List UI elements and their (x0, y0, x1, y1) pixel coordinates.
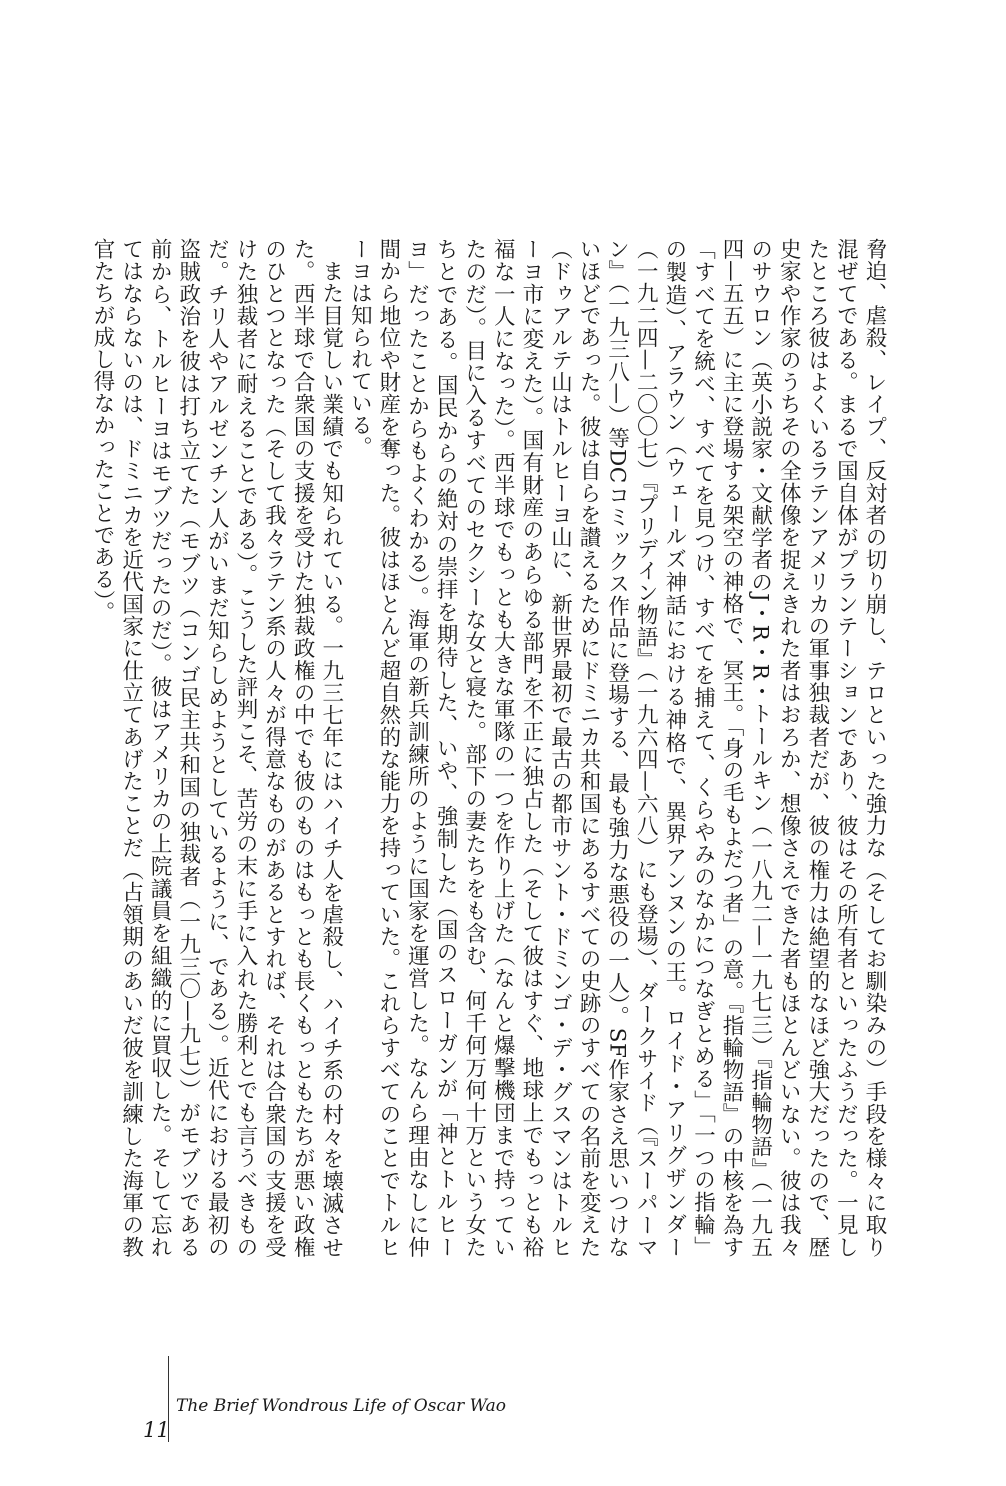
paragraph-1: 脅迫、虐殺、レイプ、反対者の切り崩し、テロといった強力な（そしてお馴染みの）手段を様々に取り混ぜてである。まるで国自体がプランテーションであり、彼はその所有者といったふうだった。一見したところ彼はよくいるラテンアメリカの軍事独裁者だが、彼の権力は絶望的なほど強大だったので、歴史家や作家のうちその全体像を捉えきれた者はおろか、想像さえできた者もほとんどいない。彼は我々のサウロン（英小説家・文献学者のJ・R・R・トールキン（一八九二—一九七三）『指輪物語』（一九五四—五五）に主に登場する架空の神格で、冥王。「身の毛もよだつ者」の意。『指輪物語』の中核を為す「すべてを統べ、すべてを見つけ、すべてを捕えて、くらやみのなかにつなぎとめる」「一つの指輪」の製造）、アラウン（ウェールズ神話における神格で、異界アンヌンの王。ロイド・アリグザンダー（一九二四—二〇〇七）『プリデイン物語』（一九六四—六八）にも登場）、ダークサイド（『スーパーマン』（一九三八—）等DCコミックス作品に登場する、最も強力な悪役の一人）。SF作家さえ思いつけないほどであった。彼は自らを讃えるためにドミニカ共和国にあるすべての史跡のすべての名前を変えた（ドゥアルテ山はトルヒーヨ山に、新世界最初で最古の都市サント・ドミンゴ・デ・グスマンはトルヒーヨ市に変えた）。国有財産のあらゆる部門を不正に独占した（そして彼はすぐ、地球上でもっとも裕福な一人になった）。西半球でもっとも大きな軍隊の一つを作り上げた（なんと爆撃機団まで持っていたのだ）。目に入るすべてのセクシーな女と寝た。部下の妻たちをも含む、何千何万何十万という女たちとである。国民からの絶対の崇拝を期待した、いや、強制した（国のスローガンが「神とトルヒーヨ」だったことからもよくわかる）。海軍の新兵訓練所のように国家を運営した。なんら理由なしに仲間から地位や財産を奪った。彼はほとんど超自然的な能力を持っていた。これらすべてのことでトルヒーヨは知られている。 (347, 238, 887, 1259)
page-number: 11 (143, 1418, 170, 1442)
running-title: The Brief Wondrous Life of Oscar Wao (176, 1396, 507, 1416)
paragraph-2: また目覚しい業績でも知られている。一九三七年にはハイチ人を虐殺し、ハイチ系の村々を壊滅させた。西半球で合衆国の支援を受けた独裁政権の中でも彼のものはもっとも長くもっともたちが悪い政権のひとつとなった（そして我々ラテン系の人々が得意なものがあるとすれば、それは合衆国の支援を受けた独裁者に耐えることである）。こうした評判こそ、苦労の末に手に入れた勝利とでも言うべきものだ。チリ人やアルゼンチン人がいまだ知らしめようとしているように、である）。近代における最初の盗賊政治を彼は打ち立てた（モブツ（コンゴ民主共和国の独裁者（一九三〇—九七））がモブツである前から、トルヒーヨはモブツだったのだ）。彼はアメリカの上院議員を組織的に買収した。そして忘れてはならないのは、ドミニカを近代国家に仕立てあげたことだ（占領期のあいだ彼を訓練した海軍の教官たちが成し得なかったことである）。 (89, 238, 344, 1258)
body-text (89, 238, 888, 1259)
